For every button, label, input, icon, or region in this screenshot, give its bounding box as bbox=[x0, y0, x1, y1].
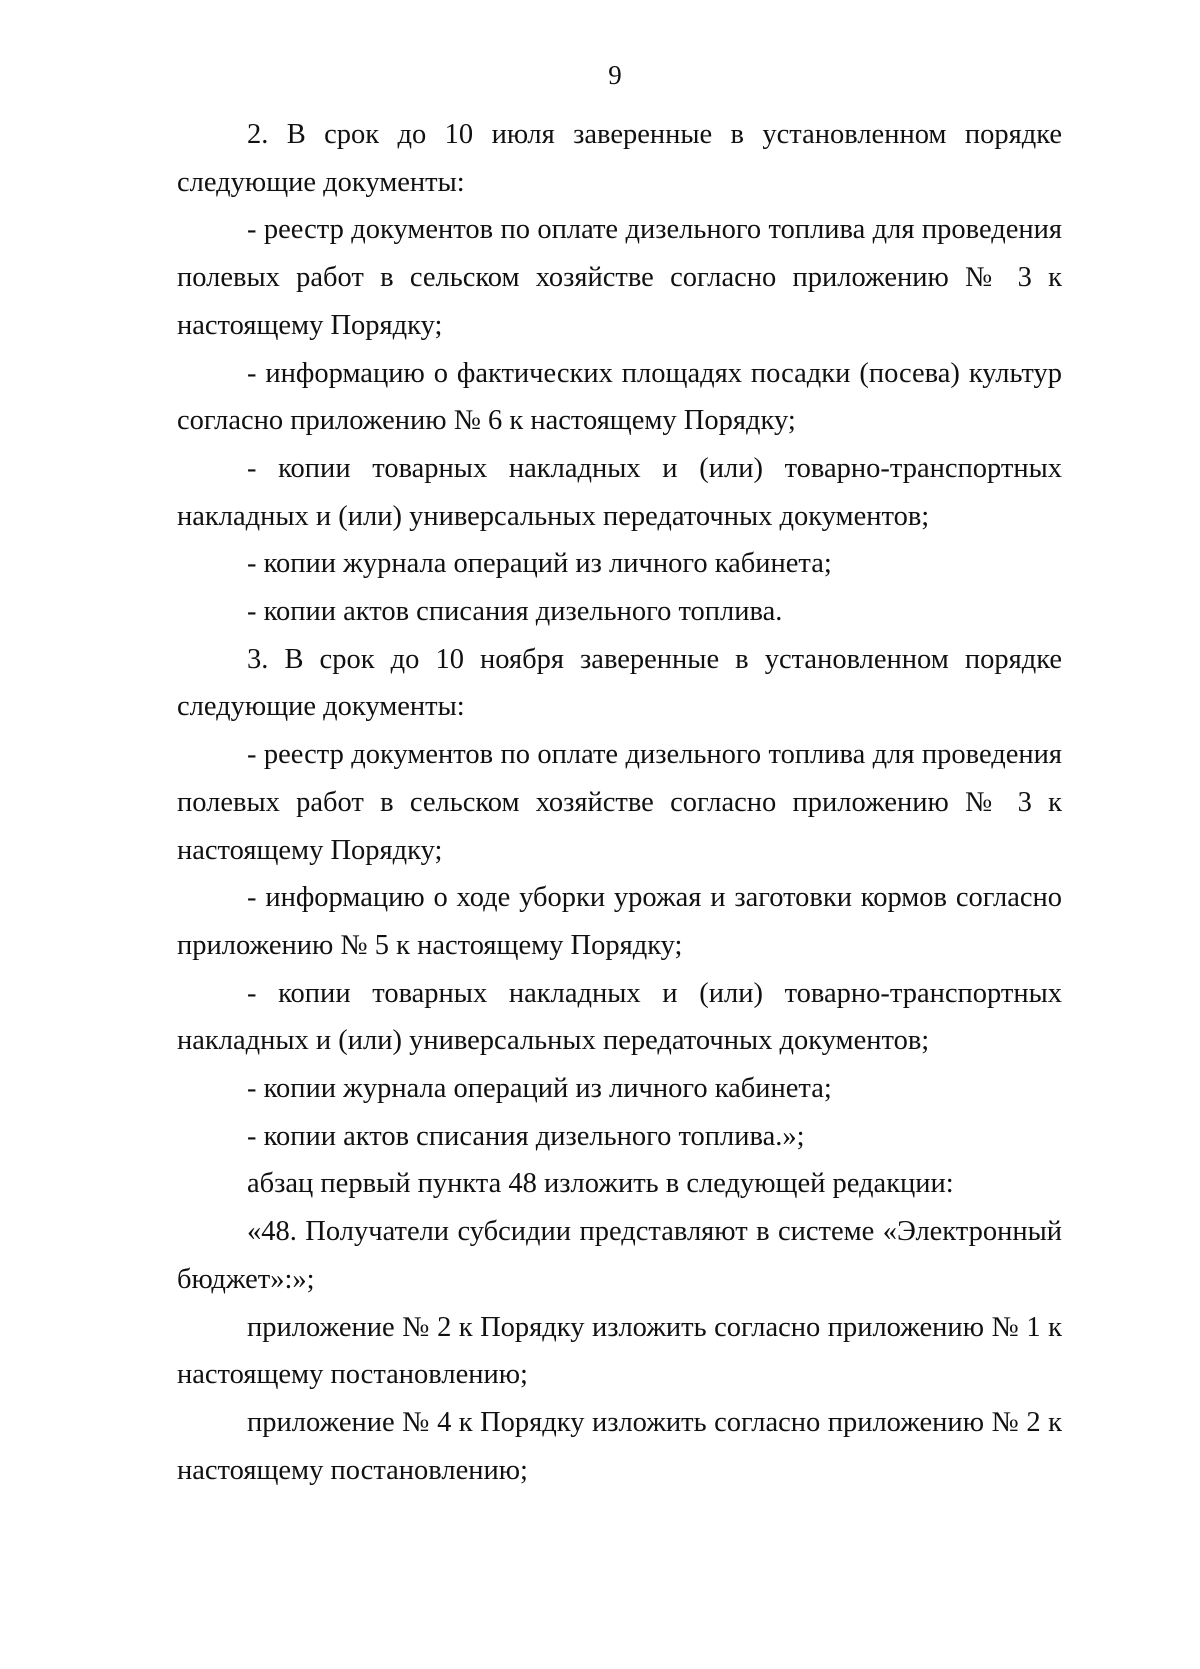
list-item-registry-fuel-payment: - реестр документов по оплате дизельного топлива для проведения полевых работ в сельском хозяйстве согласно приложению № 3 к настоящему Порядку; bbox=[177, 739, 1062, 866]
list-item-actual-planting-areas: - информацию о фактических площадях посадки (посева) культур согласно приложению № 6 к настоящему Порядку; bbox=[177, 357, 1062, 437]
amendment-paragraph-48-instruction: абзац первый пункта 48 изложить в следующей редакции: bbox=[247, 1168, 954, 1200]
paragraph-item-2-heading: 2. В срок до 10 июля заверенные в установленном порядке следующие документы: bbox=[177, 119, 1062, 198]
list-item-operations-log-copies: - копии журнала операций из личного кабинета; bbox=[247, 1073, 832, 1105]
list-item-waybill-copies: - копии товарных накладных и (или) товарно-транспортных накладных и (или) универсальных передаточных документов; bbox=[177, 977, 1062, 1057]
page-number: 9 bbox=[608, 60, 622, 90]
list-item-registry-fuel-payment: - реестр документов по оплате дизельного топлива для проведения полевых работ в сельском хозяйстве согласно приложению № 3 к настоящему Порядку; bbox=[177, 214, 1062, 341]
list-item-harvest-progress: - информацию о ходе уборки урожая и заготовки кормов согласно приложению № 5 к настоящему Порядку; bbox=[177, 882, 1062, 961]
amendment-appendix-2: приложение № 2 к Порядку изложить согласно приложению № 1 к настоящему постановлению; bbox=[177, 1311, 1062, 1391]
amendment-paragraph-48-text: «48. Получатели субсидии представляют в системе «Электронный бюджет»:»; bbox=[177, 1216, 1062, 1295]
list-item-waybill-copies: - копии товарных накладных и (или) товарно-транспортных накладных и (или) универсальных передаточных документов; bbox=[177, 452, 1062, 532]
document-body bbox=[177, 111, 1062, 1494]
amendment-appendix-4: приложение № 4 к Порядку изложить согласно приложению № 2 к настоящему постановлению; bbox=[177, 1406, 1062, 1486]
paragraph-item-3-heading: 3. В срок до 10 ноября заверенные в установленном порядке следующие документы: bbox=[177, 643, 1062, 723]
list-item-write-off-acts-copies: - копии актов списания дизельного топлива.»; bbox=[247, 1120, 805, 1152]
list-item-operations-log-copies: - копии журнала операций из личного кабинета; bbox=[247, 548, 832, 580]
list-item-write-off-acts-copies: - копии актов списания дизельного топлива. bbox=[247, 596, 783, 628]
